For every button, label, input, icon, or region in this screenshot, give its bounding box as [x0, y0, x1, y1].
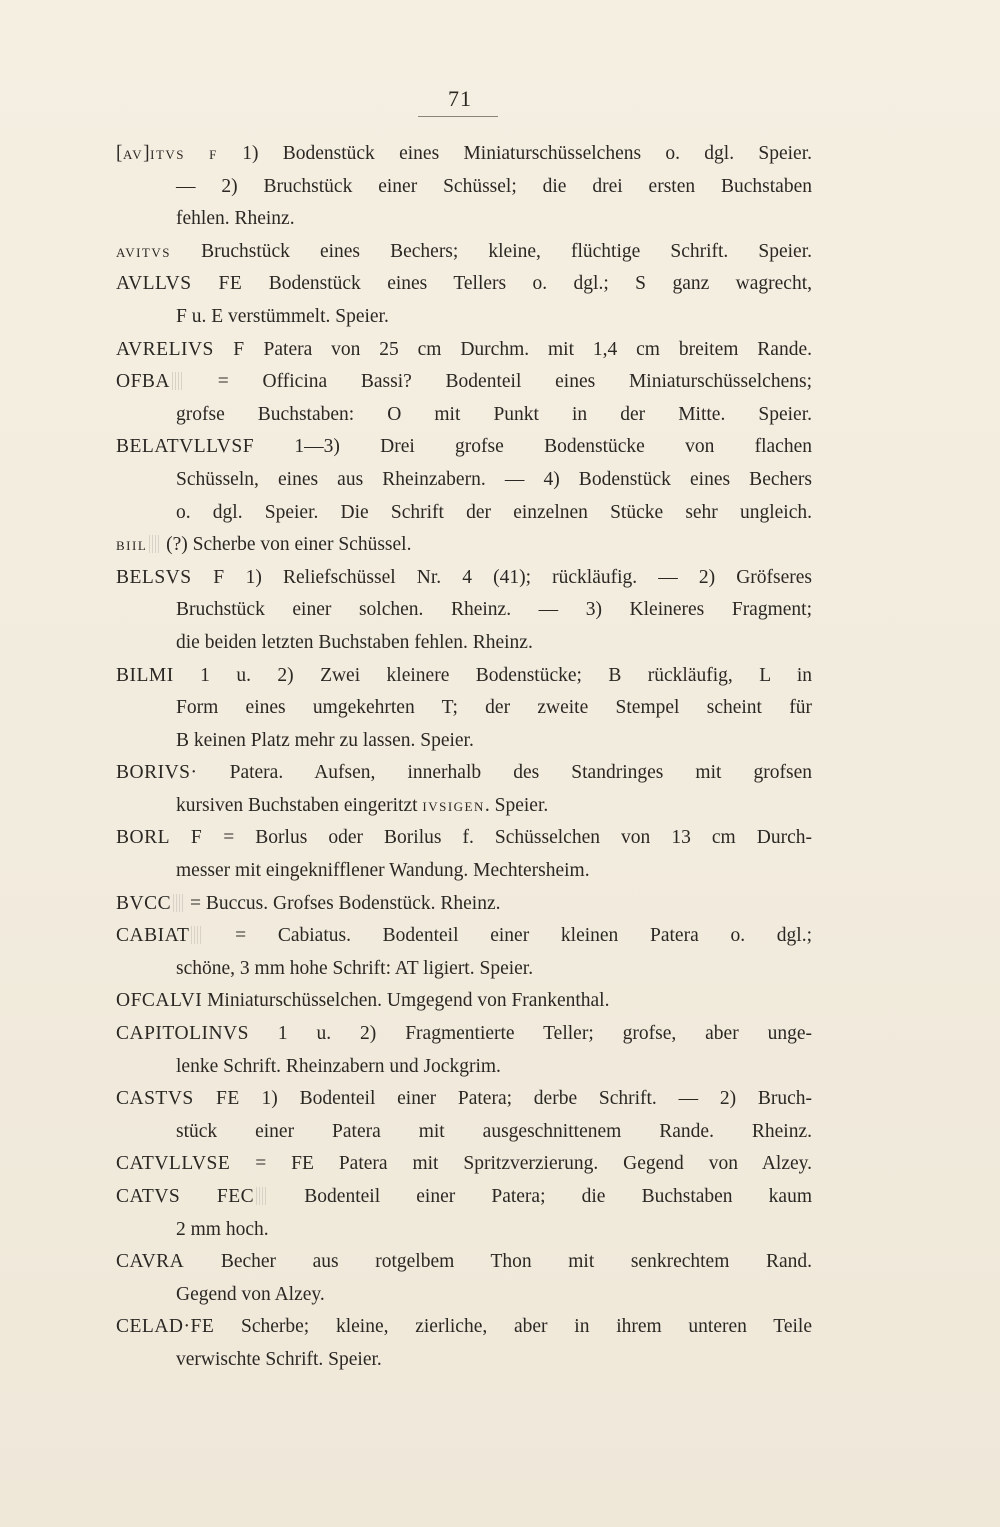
entry-line: grofse Buchstaben: O mit Punkt in der Mitte. Speier.: [176, 403, 812, 425]
entry-line: [116, 236, 812, 269]
entry-text: (?) Scherbe von einer Schüssel.: [161, 534, 412, 556]
entry-line: [116, 822, 812, 855]
stamp-gap-marker: [191, 926, 201, 944]
entry-text: 1 u. 2) Fragmentierte Teller; grofse, aber unge-: [248, 1023, 812, 1045]
entry-line: [116, 1311, 812, 1344]
entry-text: 1—3) Drei grofse Bodenstücke von flachen: [254, 436, 812, 458]
entry-line: [116, 1246, 812, 1279]
entry-line: [116, 888, 812, 921]
entry-line: F u. E verstümmelt. Speier.: [176, 305, 389, 327]
entry-line: — 2) Bruchstück einer Schüssel; die drei ersten Buchstaben: [176, 175, 812, 197]
entry-line: [116, 1018, 812, 1051]
entry-line: kursiven Buchstaben eingeritzt IVSIGEN. Speier.: [176, 794, 549, 816]
stamp-lemma: CAPITOLINVS: [116, 1023, 249, 1045]
entry-text: = Borlus oder Borilus f. Schüsselchen von 13 cm Durch-: [202, 827, 812, 849]
entry-line: [116, 334, 812, 367]
entry-line: lenke Schrift. Rheinzabern und Jockgrim.: [176, 1055, 501, 1077]
stamp-entry-list: [116, 138, 812, 1377]
entry-line: 2 mm hoch.: [176, 1218, 269, 1240]
stamp-lemma: BORIVS·: [116, 762, 198, 784]
entry-line: [116, 562, 812, 595]
entry-line: Bruchstück einer solchen. Rheinz. — 3) Kleineres Fragment;: [176, 599, 812, 621]
entry-line: [116, 1181, 812, 1214]
stamp-lemma: BORL F: [116, 827, 203, 849]
stamp-lemma: CATVS FEC: [116, 1186, 255, 1207]
entry-text: 1) Reliefschüssel Nr. 4 (41); rückläufig. — 2) Gröfseres: [224, 566, 812, 588]
stamp-lemma: AVRELIVS F: [116, 338, 245, 360]
entry-text: = Officina Bassi? Bodenteil eines Miniaturschüsselchens;: [184, 371, 812, 393]
entry-line: [116, 1083, 812, 1116]
stamp-gap-marker: [172, 372, 182, 390]
stamp-gap-marker: [149, 535, 159, 553]
stamp-gap-marker: [256, 1187, 266, 1205]
entry-line: B keinen Platz mehr zu lassen. Speier.: [176, 729, 474, 751]
page-number-rule: [418, 116, 498, 117]
entry-text: Patera. Aufsen, innerhalb des Standringes mit grofsen: [197, 762, 812, 784]
stamp-lemma: BIIL: [116, 538, 148, 554]
entry-line: [116, 268, 812, 301]
entry-text: = Buccus. Grofses Bodenstück. Rheinz.: [185, 892, 501, 914]
entry-text: Scherbe; kleine, zierliche, aber in ihrem unteren Teile: [214, 1316, 812, 1338]
entry-text: 1) Bodenstück eines Miniaturschüsselchens o. dgl. Speier.: [217, 143, 812, 164]
stamp-lemma: AVLLVS FE: [116, 273, 243, 295]
entry-line: Schüsseln, eines aus Rheinzabern. — 4) Bodenstück eines Bechers: [176, 468, 812, 490]
page-number: 71: [448, 86, 472, 111]
entry-line: [116, 431, 812, 464]
inscription-text: IVSIGEN: [422, 798, 485, 814]
stamp-gap-marker: [173, 894, 183, 912]
entry-line: [116, 985, 812, 1018]
entry-text: Bruchstück eines Bechers; kleine, flüchtige Schrift. Speier.: [171, 240, 812, 262]
stamp-lemma: BELATVLLVSF: [116, 436, 255, 458]
entry-line: Form eines umgekehrten T; der zweite Stempel scheint für: [176, 697, 812, 719]
entry-line: o. dgl. Speier. Die Schrift der einzelnen Stücke sehr ungleich.: [176, 501, 812, 523]
stamp-lemma: CELAD·FE: [116, 1316, 215, 1338]
stamp-lemma: AVITVS: [116, 244, 171, 260]
stamp-lemma: CAVRA: [116, 1251, 185, 1273]
entry-line: verwischte Schrift. Speier.: [176, 1348, 382, 1370]
stamp-lemma: BILMI: [116, 664, 174, 686]
entry-line: [116, 529, 812, 562]
entry-line: [116, 366, 812, 399]
stamp-lemma: OFCALVI: [116, 990, 203, 1012]
entry-line: [116, 920, 812, 953]
stamp-lemma: [AV]ITVS F: [116, 143, 218, 164]
entry-line: die beiden letzten Buchstaben fehlen. Rheinz.: [176, 631, 533, 653]
stamp-lemma: BVCC: [116, 892, 172, 914]
entry-line: [116, 757, 812, 790]
entry-line: [116, 138, 812, 171]
entry-line: stück einer Patera mit ausgeschnittenem Rande. Rheinz.: [176, 1120, 812, 1142]
entry-line: schöne, 3 mm hohe Schrift: AT ligiert. Speier.: [176, 957, 534, 979]
entry-line: fehlen. Rheinz.: [176, 208, 295, 230]
entry-text: Bodenstück eines Tellers o. dgl.; S ganz wagrecht,: [242, 273, 813, 295]
stamp-lemma: CATVLLVSE: [116, 1153, 231, 1175]
stamp-lemma: OFBA: [116, 371, 171, 393]
entry-line: [116, 1148, 812, 1181]
stamp-lemma: BELSVS F: [116, 566, 225, 588]
entry-line: Gegend von Alzey.: [176, 1283, 325, 1305]
entry-line: [116, 660, 812, 693]
entry-text: Miniaturschüsselchen. Umgegend von Frankenthal.: [202, 990, 610, 1012]
stamp-lemma: CABIAT: [116, 925, 190, 947]
entry-text: Becher aus rotgelbem Thon mit senkrechtem Rand.: [184, 1251, 812, 1273]
entry-text: 1) Bodenteil einer Patera; derbe Schrift. — 2) Bruch-: [239, 1088, 812, 1110]
stamp-lemma: CASTVS FE: [116, 1088, 240, 1110]
entry-text: Bodenteil einer Patera; die Buchstaben kaum: [268, 1186, 813, 1207]
entry-text: = Cabiatus. Bodenteil einer kleinen Patera o. dgl.;: [203, 925, 812, 947]
entry-line: messer mit eingeknifflener Wandung. Mechtersheim.: [176, 860, 590, 882]
entry-text: Patera von 25 cm Durchm. mit 1,4 cm breitem Rande.: [244, 338, 812, 360]
entry-text: 1 u. 2) Zwei kleinere Bodenstücke; B rückläufig, L in: [173, 664, 812, 686]
entry-text: = FE Patera mit Spritzverzierung. Gegend von Alzey.: [230, 1153, 812, 1175]
